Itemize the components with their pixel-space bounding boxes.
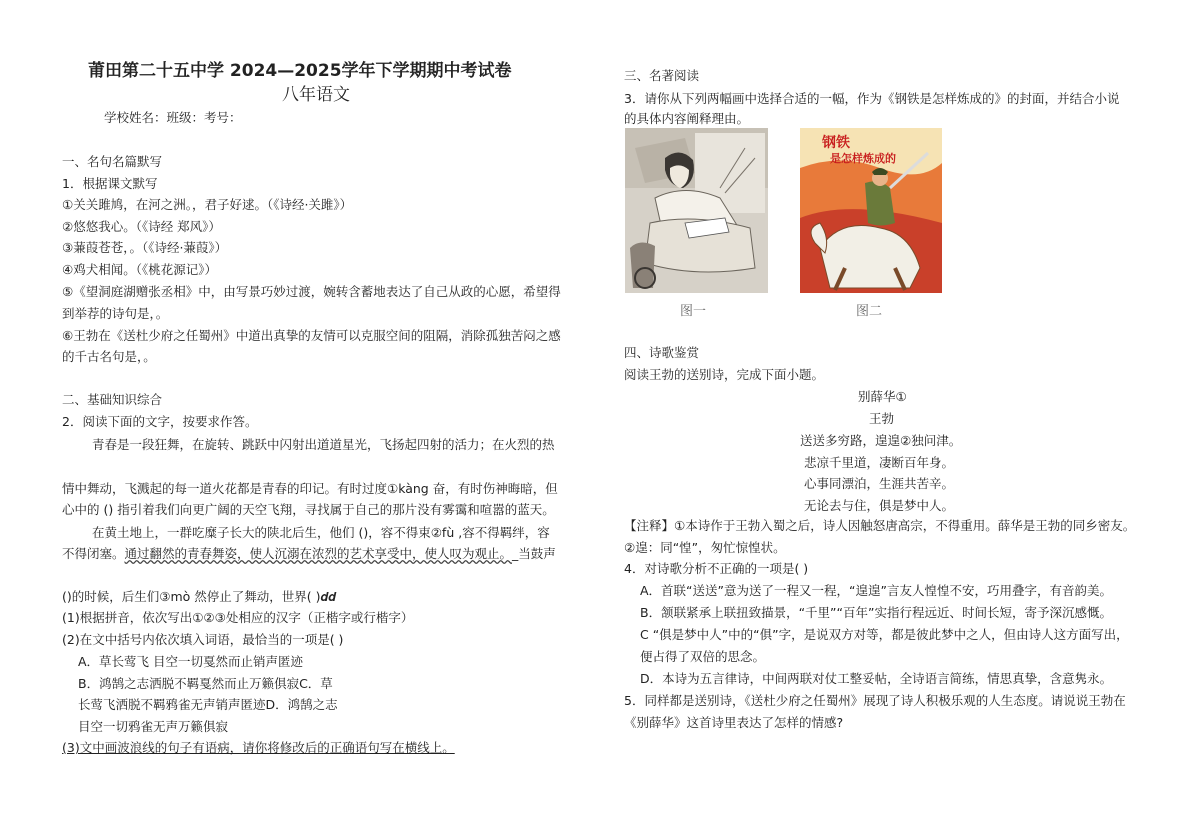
question-1-item-6-line2: 的千古名句是，。 xyxy=(62,349,156,364)
poem-title: 别薛华① xyxy=(858,389,907,404)
question-4-option-b: B．颔联紧承上联扭致描景，“千里”“百年”实指行程远近、时间长短，寄予深沉感慨。 xyxy=(640,605,1112,620)
question-4-option-a: A．首联“送送”意为送了一程又一程，“遑遑”言友人惶惶不安，巧用叠字，有音韵美。 xyxy=(640,583,1112,598)
poem-line-2: 悲凉千里道，凄断百年身。 xyxy=(804,455,955,470)
question-1-item-4: ④鸡犬相闻。（《桃花源记》） xyxy=(62,262,217,277)
figure-2-image xyxy=(800,128,942,293)
question-4-intro: 阅读王勃的送别诗，完成下面小题。 xyxy=(624,367,825,382)
wavy-underlined-sentence: 通过翻然的青春舞姿，使人沉溺在浓烈的艺术享受中，使人叹为观止。 xyxy=(124,546,513,561)
student-info: 学校姓名：班级：考号： xyxy=(104,110,242,125)
figure-2-caption: 图二 xyxy=(856,304,883,319)
question-1-item-3: ③蒹葭苍苍，。（《诗经·蒹葭》） xyxy=(62,240,228,255)
question-4-option-c-line1: C “俱是梦中人”中的“俱”字，是说双方对等，都是彼此梦中之人，但由诗人这方面写出， xyxy=(640,627,1129,642)
subquestion-2: (2)在文中括号内依次填入词语，最恰当的一项是( ) xyxy=(62,632,344,647)
question-3-line1: 3．请你从下列两幅画中选择合适的一幅，作为《钢铁是怎样炼成的》的封面，并结合小说 xyxy=(624,91,1120,106)
question-5-line1: 5．同样都是送别诗，《送杜少府之任蜀州》展现了诗人积极乐观的人生态度。请说说王勃在 xyxy=(624,693,1126,708)
figure-1-image xyxy=(625,128,768,293)
poem-line-4: 无论去与住，俱是梦中人。 xyxy=(804,498,955,513)
passage-text: 不得闭塞。 xyxy=(62,546,125,561)
page-subtitle: 八年语文 xyxy=(282,85,350,105)
poem-note-1: 【注释】①本诗作于王勃入蜀之后，诗人因触怒唐高宗，不得重用。薛华是王勃的同乡密友。 xyxy=(624,518,1136,533)
question-1-item-2: ②悠悠我心。（《诗经 郑风》） xyxy=(62,219,221,234)
figure-1-caption: 图一 xyxy=(680,304,707,319)
passage-line-1: 青春是一段狂舞，在旋转、跳跃中闪射出道道星光，飞扬起四射的活力；在火烈的热 xyxy=(92,437,555,452)
option-c: 长莺飞洒脱不羁鸦雀无声销声匿迹D．鸿鹄之志 xyxy=(78,697,338,712)
passage-line-6: ()的时候，后生们③mò 然停止了舞动，世界( )𝒅𝒅 xyxy=(62,589,337,604)
poem-line-1: 送送多穷路，遑遑②独问津。 xyxy=(800,433,962,448)
subquestion-3: (3)文中画波浪线的句子有语病，请你将修改后的正确语句写在横线上。 xyxy=(62,740,455,755)
poem-line-3: 心事同漂泊，生涯共苦辛。 xyxy=(804,476,955,491)
section-2-heading: 二、基础知识综合 xyxy=(62,392,163,407)
question-4: 4．对诗歌分析不正确的一项是( ) xyxy=(624,561,809,576)
poem-author: 王勃 xyxy=(869,411,895,426)
question-1-item-5-line1: ⑤《望洞庭湖赠张丞相》中，由写景巧妙过渡，婉转含蓄地表达了自己从政的心愿，希望得 xyxy=(62,284,561,299)
question-1-item-5-line2: 到举荐的诗句是，。 xyxy=(62,306,169,321)
question-1-item-6-line1: ⑥王勃在《送杜少府之任蜀州》中道出真挚的友情可以克服空间的阻隔，消除孤独苦闷之感 xyxy=(62,328,561,343)
passage-line-4: 在黄土地上，一群吃糜子长大的陕北后生，他们 ()，容不得束②fù ,容不得羁绊，容 xyxy=(92,525,550,540)
question-4-option-d: D．本诗为五言律诗，中间两联对仗工整妥帖，全诗语言简练，情思真挚，含意隽永。 xyxy=(640,671,1113,686)
passage-line-5 xyxy=(62,546,556,562)
passage-line-2: 情中舞动，飞溅起的每一道火花都是青春的印记。有时过度①kàng 奋，有时伤神晦暗，但 xyxy=(62,481,558,496)
question-2: 2．阅读下面的文字，按要求作答。 xyxy=(62,414,258,429)
option-b: B．鸿鹄之志洒脱不羁戛然而止万籁俱寂C．草 xyxy=(78,676,333,691)
poem-note-2: ②遑：同“惶”，匆忙惊惶状。 xyxy=(624,540,786,555)
section-4-heading: 四、诗歌鉴赏 xyxy=(624,345,700,360)
option-d: 目空一切鸦雀无声万籁俱寂 xyxy=(78,719,229,734)
subquestion-1: (1)根据拼音，依次写出①②③处相应的汉字（正楷字或行楷字） xyxy=(62,610,414,625)
figure-2-title-line2: 是怎样炼成的 xyxy=(830,152,896,165)
question-3-line2: 的具体内容阐释理由。 xyxy=(624,111,750,126)
question-1: 1．根据课文默写 xyxy=(62,176,158,191)
page-title: 莆田第二十五中学 2024—2025学年下学期期中考试卷 xyxy=(88,61,512,81)
passage-line-3: 心中的 () 指引着我们向更广阔的天空飞翔，寻找属于自己的那片没有雾霭和喧嚣的蓝天。 xyxy=(62,502,555,517)
question-1-item-1: ①关关雎鸠，在河之洲。，君子好逑。（《诗经·关雎》） xyxy=(62,197,353,212)
section-1-heading: 一、名句名篇默写 xyxy=(62,154,163,169)
section-3-heading: 三、名著阅读 xyxy=(624,68,700,83)
question-5-line2: 《别薛华》这首诗里表达了怎样的情感? xyxy=(624,715,844,730)
figure-2-title-line1: 钢铁 xyxy=(822,135,850,151)
question-4-option-c-line2: 便占得了双倍的思念。 xyxy=(640,649,766,664)
passage-text-end: _当鼓声 xyxy=(512,546,556,561)
option-a: A．草长莺飞 目空一切戛然而止销声匿迹 xyxy=(78,654,304,669)
